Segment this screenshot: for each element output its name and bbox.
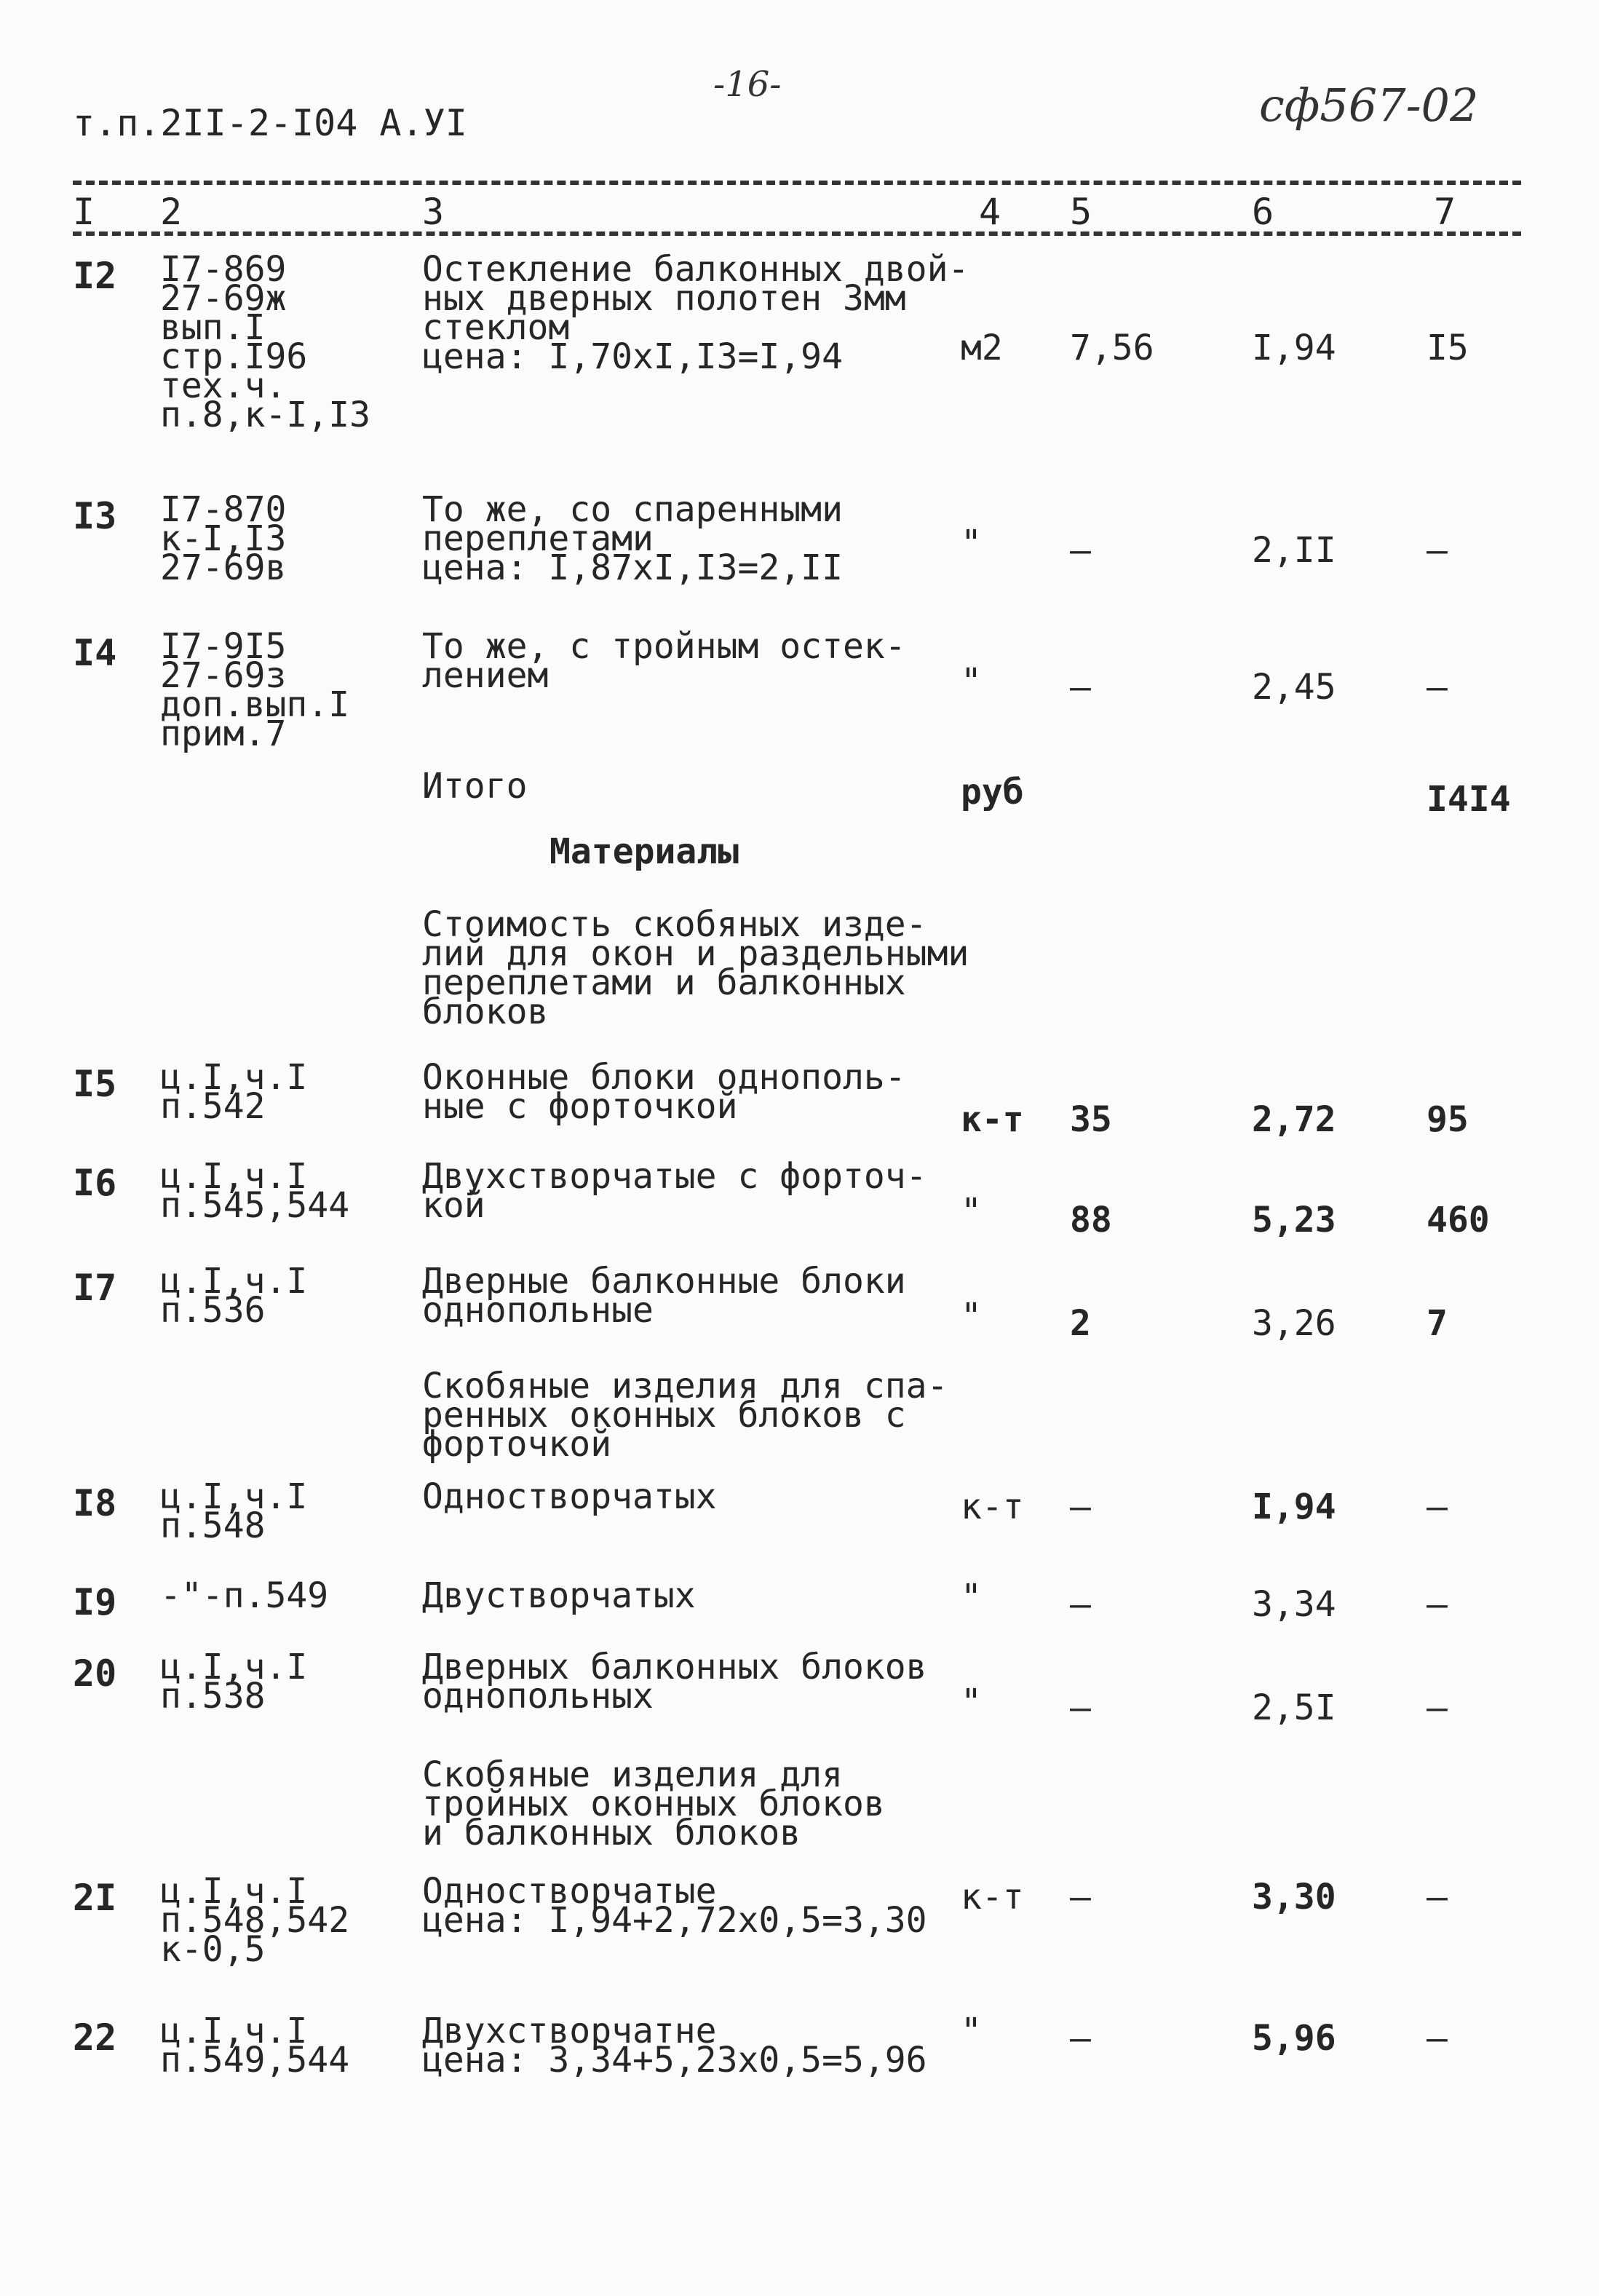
row-number: 2I xyxy=(73,1877,117,1919)
row-description: Скобяные изделия для тройных оконных блоков и балконных блоков xyxy=(422,1754,885,1853)
row-reference: I7-870 к-I,I3 27-69в xyxy=(160,489,287,588)
row-price: 3,34 xyxy=(1252,1584,1336,1625)
row-price: 2,72 xyxy=(1252,1099,1336,1140)
row-description: Двустворчатых xyxy=(422,1575,696,1616)
row-number: I2 xyxy=(73,255,117,297)
row-number: I6 xyxy=(73,1162,117,1204)
row-quantity: – xyxy=(1070,667,1091,708)
column-header-5: 5 xyxy=(1070,191,1092,233)
row-price: 5,96 xyxy=(1252,2018,1336,2059)
row-reference: ц.I,ч.I п.548,542 к-0,5 xyxy=(160,1871,350,1970)
row-quantity: – xyxy=(1070,1487,1091,1527)
column-header-7: 7 xyxy=(1434,191,1456,233)
row-total: – xyxy=(1427,1487,1448,1527)
row-unit: к-т xyxy=(961,1487,1024,1527)
row-quantity: – xyxy=(1070,2018,1091,2059)
row-price: 2,45 xyxy=(1252,667,1336,708)
row-quantity: – xyxy=(1070,530,1091,571)
row-description: Одностворчатые цена: I,94+2,72х0,5=3,30 xyxy=(422,1871,927,1941)
row-reference: ц.I,ч.I п.536 xyxy=(160,1261,308,1331)
row-total: – xyxy=(1427,667,1448,708)
row-unit: " xyxy=(961,1191,982,1232)
row-total: – xyxy=(1427,1687,1448,1728)
row-quantity: – xyxy=(1070,1584,1091,1625)
column-header-1: I xyxy=(73,191,95,233)
row-quantity: 2 xyxy=(1070,1303,1091,1344)
header-top-rule xyxy=(73,181,1521,185)
row-unit: " xyxy=(961,1577,982,1618)
column-header-6: 6 xyxy=(1252,191,1274,233)
row-number: I8 xyxy=(73,1482,117,1524)
row-description: Одностворчатых xyxy=(422,1476,717,1517)
row-number: I4 xyxy=(73,632,117,674)
row-total: I4I4 xyxy=(1427,779,1511,820)
header-bottom-rule xyxy=(73,231,1521,236)
row-reference: ц.I,ч.I п.548 xyxy=(160,1476,308,1546)
row-quantity: – xyxy=(1070,1877,1091,1917)
row-description: Дверных балконных блоков однопольных xyxy=(422,1647,927,1717)
row-unit: м2 xyxy=(961,328,1003,368)
row-total: 95 xyxy=(1427,1099,1469,1140)
row-unit: к-т xyxy=(961,1099,1024,1140)
document-code: сф567-02 xyxy=(1259,79,1479,132)
row-reference: -"-п.549 xyxy=(160,1575,329,1616)
row-description: Дверные балконные блоки однопольные xyxy=(422,1261,906,1331)
document-reference: т.п.2II-2-I04 А.УI xyxy=(73,102,467,144)
row-total: – xyxy=(1427,1877,1448,1917)
row-unit: " xyxy=(961,523,982,563)
row-description: Двухстворчатне цена: 3,34+5,23х0,5=5,96 xyxy=(422,2011,927,2081)
row-description: Двухстворчатые с форточ- кой xyxy=(422,1156,927,1226)
row-reference: ц.I,ч.I п.549,544 xyxy=(160,2011,350,2081)
row-total: 460 xyxy=(1427,1200,1490,1240)
row-reference: I7-9I5 27-69з доп.вып.I прим.7 xyxy=(160,626,350,754)
row-reference: ц.I,ч.I п.545,544 xyxy=(160,1156,350,1226)
row-quantity: 7,56 xyxy=(1070,328,1154,368)
column-header-2: 2 xyxy=(160,191,183,233)
row-reference: ц.I,ч.I п.542 xyxy=(160,1057,308,1127)
row-number: I5 xyxy=(73,1063,117,1105)
row-unit: руб xyxy=(961,772,1024,812)
column-header-3: 3 xyxy=(422,191,445,233)
row-description: Остекление балконных двой- ных дверных полотен 3мм стеклом цена: I,70хI,I3=I,94 xyxy=(422,249,969,377)
row-number: I3 xyxy=(73,495,117,537)
row-reference: I7-869 27-69ж вып.I стр.I96 тех.ч. п.8,к-I,I3 xyxy=(160,249,370,435)
row-quantity: 35 xyxy=(1070,1099,1112,1140)
column-header-4: 4 xyxy=(979,191,1001,233)
row-description: Оконные блоки однополь- ные с форточкой xyxy=(422,1057,906,1127)
row-number: 20 xyxy=(73,1652,117,1695)
row-number: I7 xyxy=(73,1267,117,1309)
row-unit: " xyxy=(961,2011,982,2051)
row-description: Скобяные изделия для спа- ренных оконных блоков с форточкой xyxy=(422,1366,948,1465)
row-total: – xyxy=(1427,1584,1448,1625)
page-number: -16- xyxy=(713,64,782,105)
row-price: 3,30 xyxy=(1252,1877,1336,1917)
row-price: 3,26 xyxy=(1252,1303,1336,1344)
row-description: Стоимость скобяных изде- лий для окон и раздельными переплетами и балконных блоков xyxy=(422,904,969,1032)
row-description: То же, с тройным остек- лением xyxy=(422,626,906,696)
row-price: 2,5I xyxy=(1252,1687,1336,1728)
row-quantity: 88 xyxy=(1070,1200,1112,1240)
row-unit: " xyxy=(961,1682,982,1722)
row-unit: к-т xyxy=(961,1877,1024,1917)
row-quantity: – xyxy=(1070,1687,1091,1728)
row-description: То же, со спаренными переплетами цена: I,87хI,I3=2,II xyxy=(422,489,843,588)
row-reference: ц.I,ч.I п.538 xyxy=(160,1647,308,1717)
row-description: Итого xyxy=(422,766,528,807)
row-unit: " xyxy=(961,1296,982,1337)
row-total: 7 xyxy=(1427,1303,1448,1344)
row-number: 22 xyxy=(73,2016,117,2059)
row-number: I9 xyxy=(73,1581,117,1623)
row-total: – xyxy=(1427,2018,1448,2059)
row-price: 5,23 xyxy=(1252,1200,1336,1240)
row-price: I,94 xyxy=(1252,1487,1336,1527)
row-price: I,94 xyxy=(1252,328,1336,368)
row-price: 2,II xyxy=(1252,530,1336,571)
section-title: Материалы xyxy=(549,831,739,872)
row-unit: " xyxy=(961,661,982,702)
row-total: – xyxy=(1427,530,1448,571)
row-total: I5 xyxy=(1427,328,1469,368)
